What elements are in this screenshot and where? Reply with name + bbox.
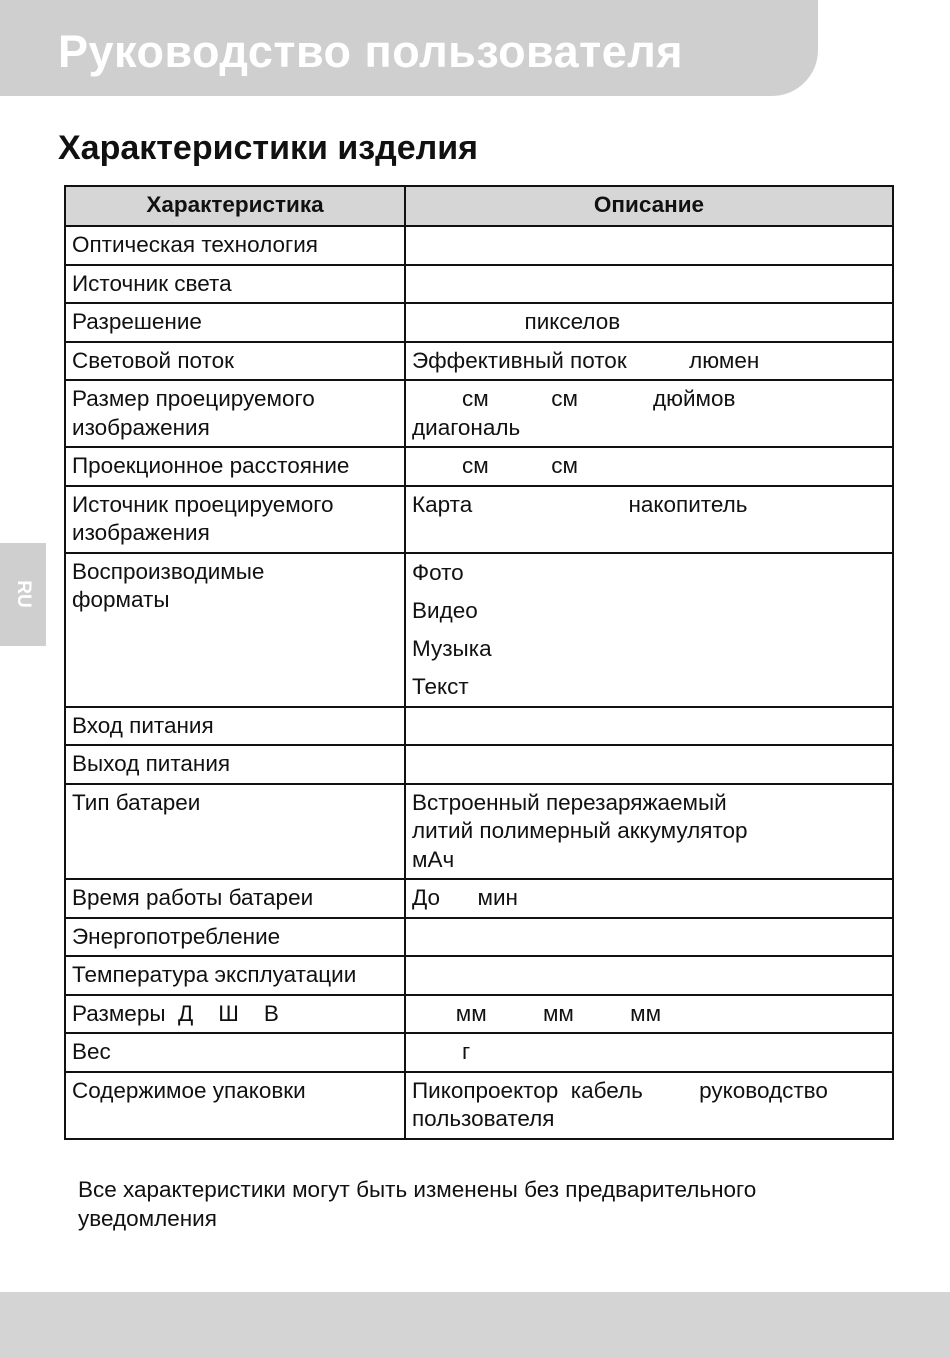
description-cell xyxy=(405,707,893,746)
feature-text: Проекционное расстояние xyxy=(72,453,350,478)
column-header-feature: Характеристика xyxy=(65,186,405,226)
description-cell xyxy=(405,265,893,304)
description-cell xyxy=(405,995,893,1034)
table-row xyxy=(65,447,893,486)
feature-cell xyxy=(65,226,405,265)
feature-cell xyxy=(65,553,405,707)
description-text: пользователя xyxy=(412,1106,555,1131)
column-header-description: Описание xyxy=(405,186,893,226)
feature-text: Размеры Д Ш В xyxy=(72,1000,279,1026)
table-row xyxy=(65,995,893,1034)
feature-cell xyxy=(65,707,405,746)
feature-text: Содержимое упаковки xyxy=(72,1077,306,1103)
feature-text: изображения xyxy=(72,414,210,440)
description-text: Эффективный поток люмен xyxy=(412,347,760,373)
feature-cell xyxy=(65,1072,405,1139)
feature-cell xyxy=(65,265,405,304)
language-tab xyxy=(0,543,46,646)
feature-cell xyxy=(65,956,405,995)
table-row xyxy=(65,265,893,304)
format-item: Видео xyxy=(412,597,478,623)
specifications-table xyxy=(64,185,894,1140)
feature-text: изображения xyxy=(72,520,210,545)
table-row xyxy=(65,486,893,553)
description-cell xyxy=(405,303,893,342)
footer-band xyxy=(0,1292,950,1358)
feature-text: Температура эксплуатации xyxy=(72,962,357,987)
feature-text: Вес xyxy=(72,1039,111,1064)
table-row xyxy=(65,380,893,447)
table-row xyxy=(65,707,893,746)
footnote: Все характеристики могут быть изменены без предварительного уведомления xyxy=(78,1177,757,1231)
description-cell xyxy=(405,879,893,918)
description-cell xyxy=(405,1072,893,1139)
feature-text: Разрешение xyxy=(72,309,202,334)
feature-cell xyxy=(65,342,405,381)
table-row xyxy=(65,784,893,880)
feature-text: Время работы батареи xyxy=(72,885,314,910)
description-cell xyxy=(405,1033,893,1072)
feature-cell xyxy=(65,447,405,486)
description-text: Пикопроектор кабель руководство xyxy=(412,1077,828,1103)
table-row xyxy=(65,1072,893,1139)
description-text: Карта накопитель xyxy=(412,491,748,517)
feature-text: Воспроизводимые xyxy=(72,558,265,584)
feature-text: Энергопотребление xyxy=(72,923,281,949)
description-text: мм мм мм xyxy=(412,1000,662,1026)
feature-text: Световой поток xyxy=(72,347,234,373)
feature-cell xyxy=(65,784,405,880)
format-item: Музыка xyxy=(412,635,492,661)
feature-text: Оптическая технология xyxy=(72,232,318,257)
description-cell xyxy=(405,342,893,381)
description-cell xyxy=(405,447,893,486)
feature-cell xyxy=(65,303,405,342)
description-text: До мин xyxy=(412,885,518,910)
table-body xyxy=(65,226,893,1139)
header-band xyxy=(0,0,818,96)
description-text: пикселов xyxy=(412,309,621,334)
table-row xyxy=(65,879,893,918)
feature-text: Размер проецируемого xyxy=(72,386,315,411)
feature-text: форматы xyxy=(72,587,170,612)
section-title: Характеристики изделия xyxy=(58,129,478,167)
description-cell xyxy=(405,784,893,880)
feature-cell xyxy=(65,879,405,918)
feature-cell xyxy=(65,486,405,553)
description-cell xyxy=(405,226,893,265)
description-cell xyxy=(405,380,893,447)
table-row xyxy=(65,226,893,265)
description-text: диагональ xyxy=(412,414,521,440)
description-cell xyxy=(405,553,893,707)
description-text: Встроенный перезаряжаемый xyxy=(412,789,727,815)
table-row xyxy=(65,342,893,381)
description-cell xyxy=(405,956,893,995)
table-row xyxy=(65,956,893,995)
feature-cell xyxy=(65,1033,405,1072)
table-header-row xyxy=(65,186,893,226)
feature-cell xyxy=(65,995,405,1034)
feature-text: Вход питания xyxy=(72,712,214,738)
page-header-title: Руководство пользователя xyxy=(58,26,684,77)
feature-text: Источник проецируемого xyxy=(72,491,334,517)
description-text: мАч xyxy=(412,846,455,872)
format-item: Текст xyxy=(412,673,469,699)
description-cell xyxy=(405,745,893,784)
feature-cell xyxy=(65,380,405,447)
language-tab-label: RU xyxy=(13,580,34,608)
description-text: см см xyxy=(412,453,578,478)
table-row xyxy=(65,1033,893,1072)
table-row xyxy=(65,303,893,342)
feature-text: Тип батареи xyxy=(72,789,201,815)
feature-text: Источник света xyxy=(72,270,232,296)
description-text: см см дюймов xyxy=(412,386,736,411)
feature-cell xyxy=(65,918,405,957)
feature-text: Выход питания xyxy=(72,751,231,776)
table-row xyxy=(65,745,893,784)
table-row xyxy=(65,918,893,957)
format-item: Фото xyxy=(412,559,464,585)
description-text: литий полимерный аккумулятор xyxy=(412,818,748,843)
description-text: г xyxy=(412,1039,471,1064)
table-row xyxy=(65,553,893,707)
feature-cell xyxy=(65,745,405,784)
description-cell xyxy=(405,486,893,553)
description-cell xyxy=(405,918,893,957)
